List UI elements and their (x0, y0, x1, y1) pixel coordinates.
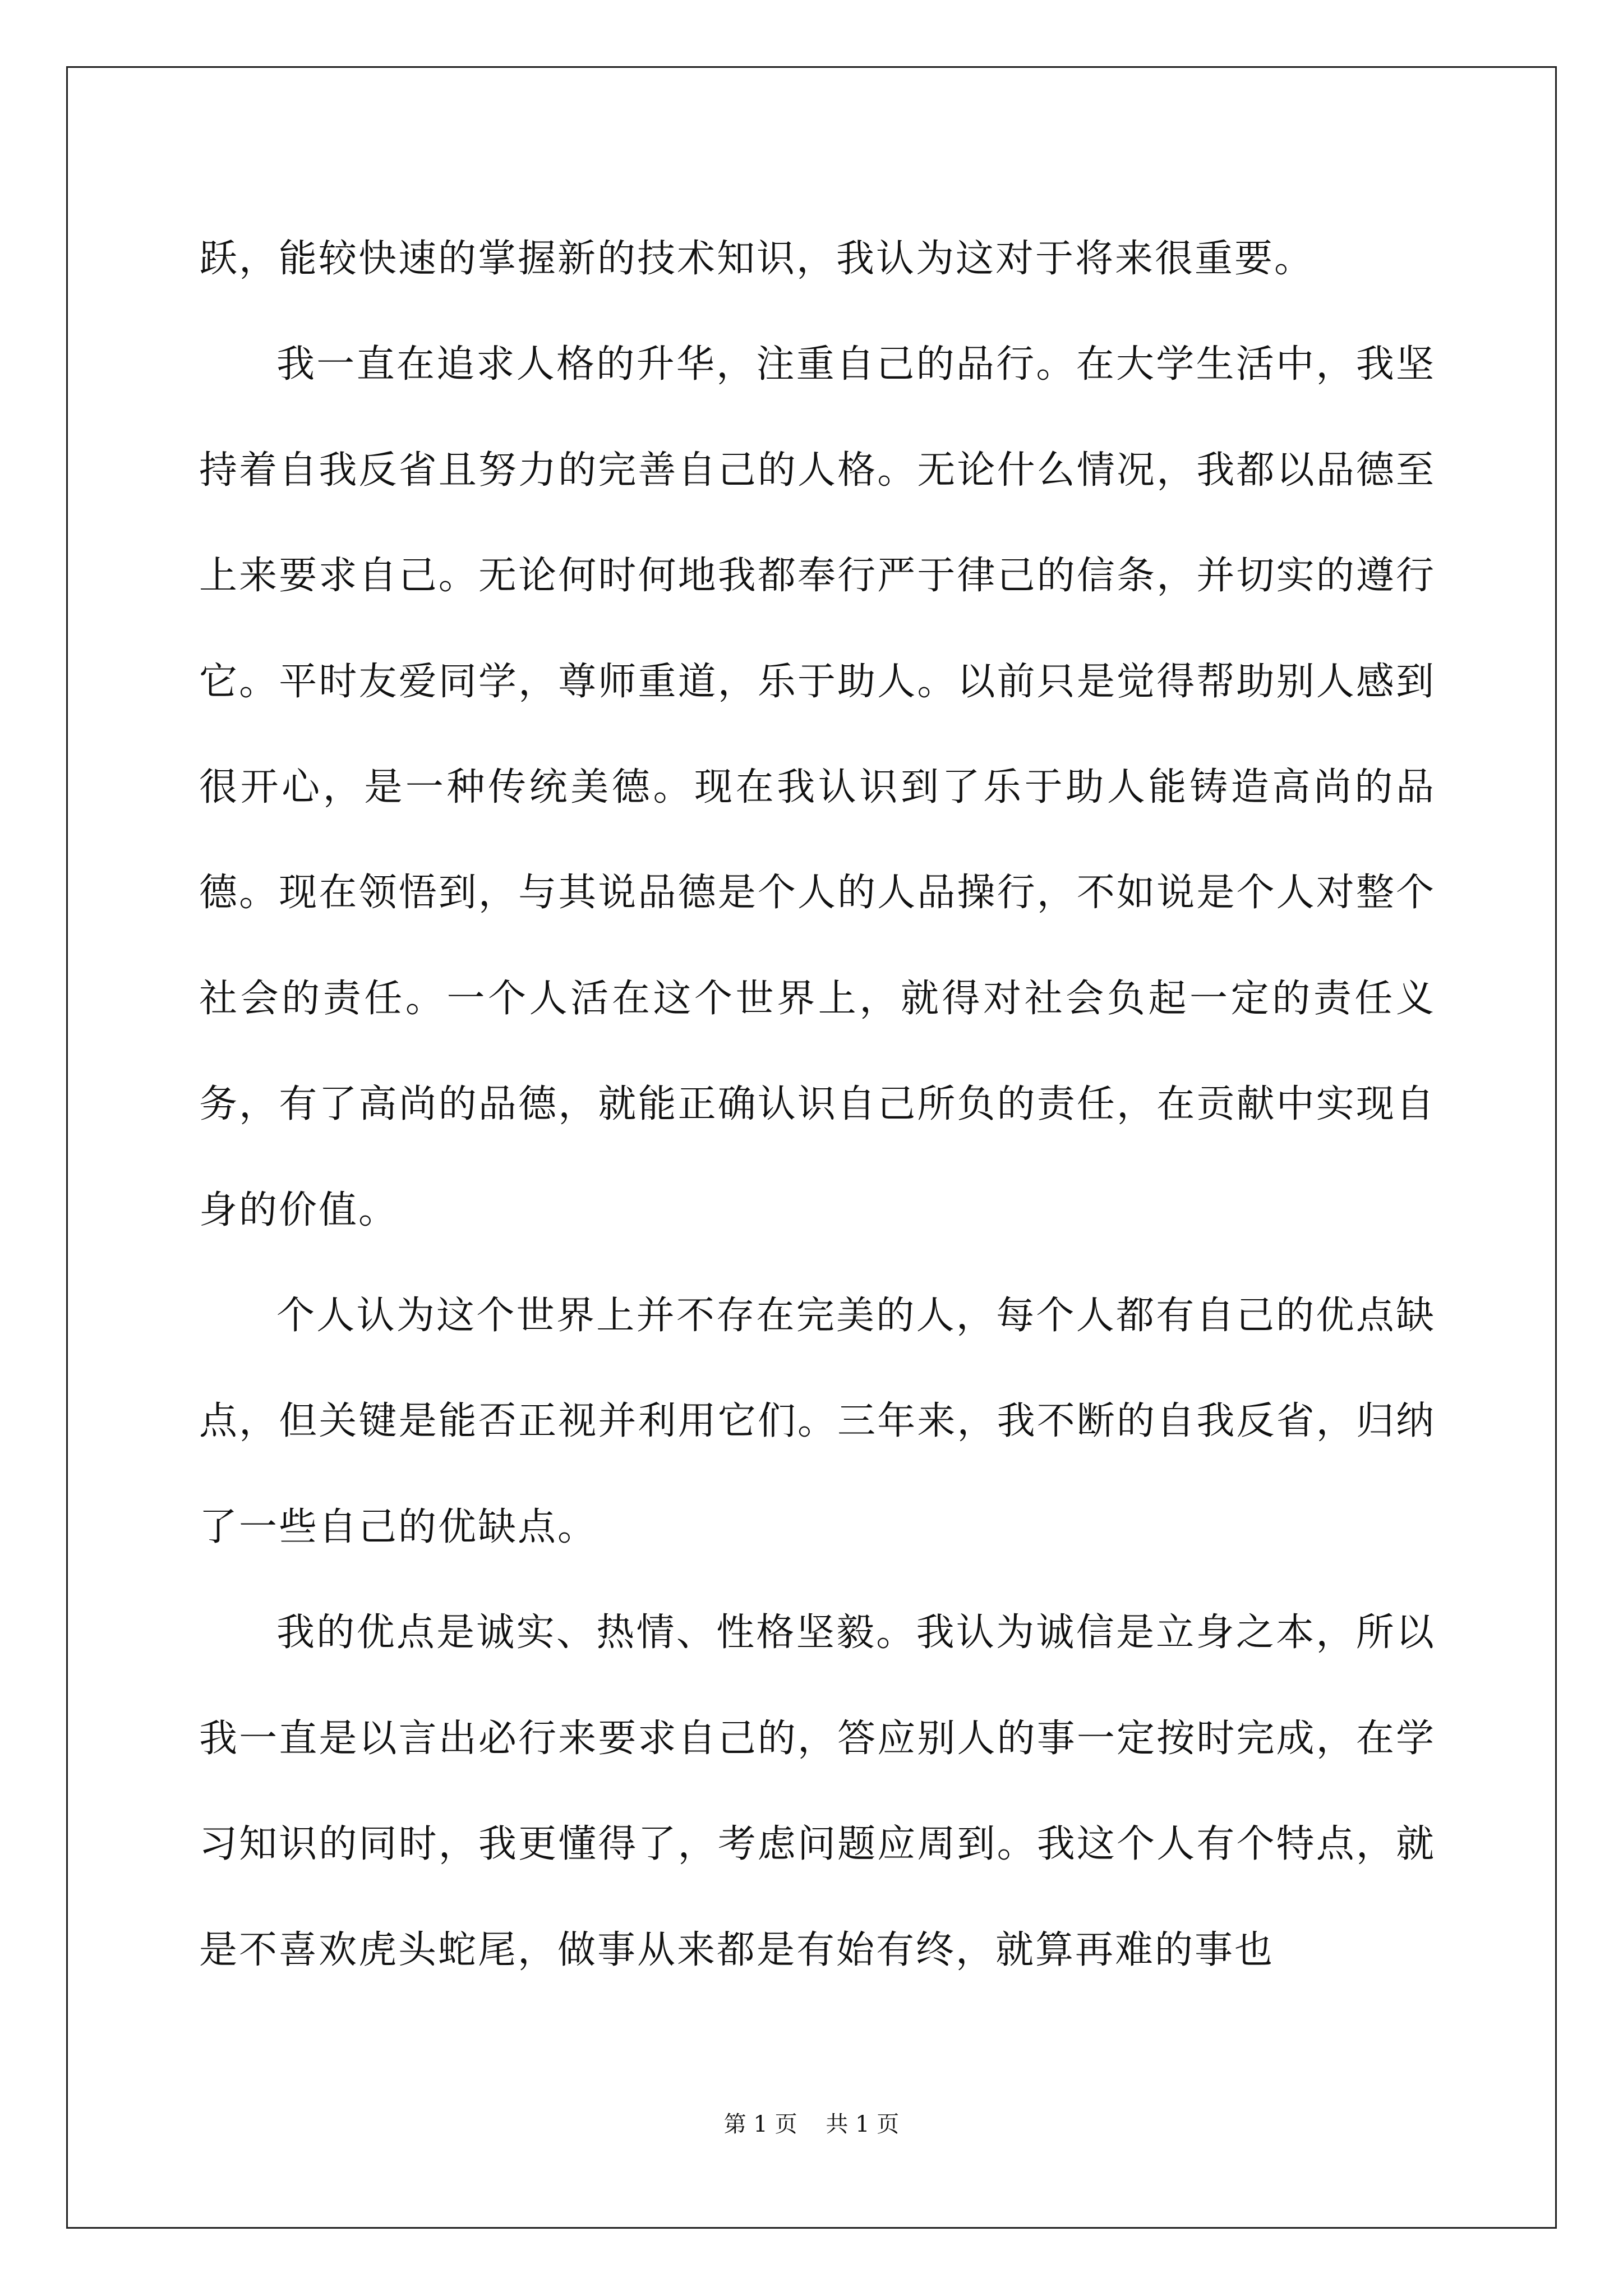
paragraph-1: 跃，能较快速的掌握新的技术知识，我认为这对于将来很重要。 (199, 237, 1315, 281)
document-body (199, 206, 1436, 2003)
paragraph-4: 我的优点是诚实、热情、性格坚毅。我认为诚信是立身之本，所以我一直是以言出必行来要求自己的，答应别人的事一定按时完成，在学习知识的同时，我更懂得了，考虑问题应周到。我这个人有个特点，就是不喜欢虎头蛇尾，做事从来都是有始有终，就算再难的事也 (199, 1611, 1436, 1972)
paragraph-3: 个人认为这个世界上并不存在完美的人，每个人都有自己的优点缺点，但关键是能否正视并利用它们。三年来，我不断的自我反省，归纳了一些自己的优缺点。 (199, 1294, 1436, 1549)
paragraph-2: 我一直在追求人格的升华，注重自己的品行。在大学生活中，我坚持着自我反省且努力的完善自己的人格。无论什么情况，我都以品德至上来要求自己。无论何时何地我都奉行严于律己的信条，并切实的遵行它。平时友爱同学，尊师重道，乐于助人。以前只是觉得帮助别人感到很开心，是一种传统美德。现在我认识到了乐于助人能铸造高尚的品德。现在领悟到，与其说品德是个人的人品操行，不如说是个人对整个社会的责任。一个人活在这个世界上，就得对社会负起一定的责任义务，有了高尚的品德，就能正确认识自己所负的责任，在贡献中实现自身的价值。 (199, 342, 1436, 1232)
page-number-footer: 第 1 页 共 1 页 (723, 2111, 900, 2137)
